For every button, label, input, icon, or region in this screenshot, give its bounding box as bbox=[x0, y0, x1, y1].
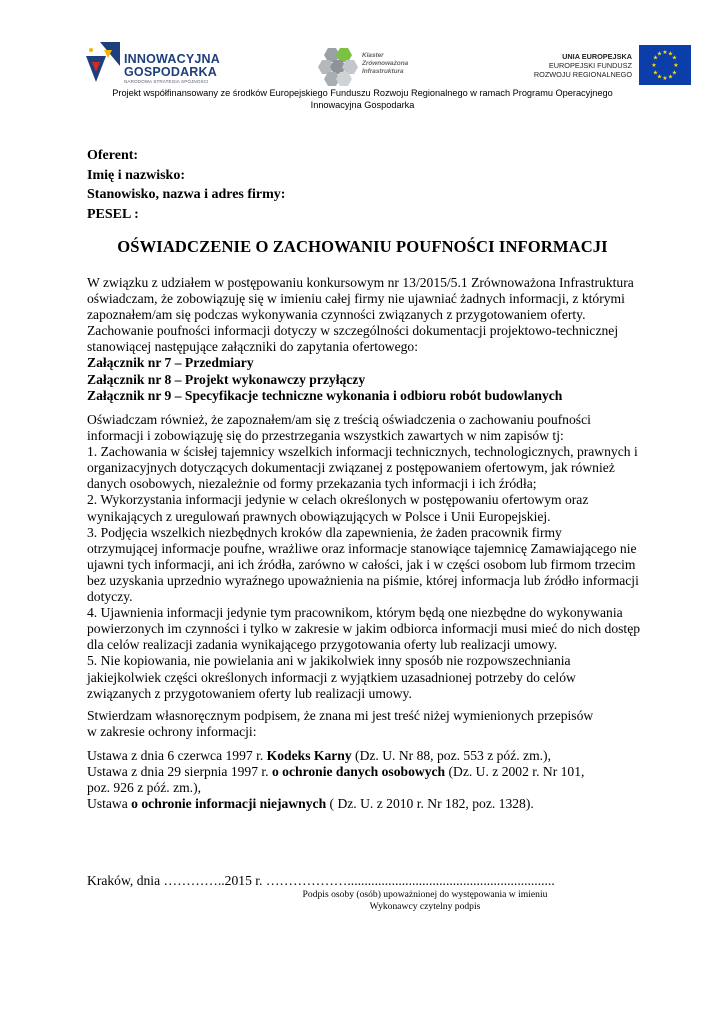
law-text: (Dz. U. z 2002 r. Nr 101, bbox=[445, 764, 585, 780]
obligations-line: otrzymującej informacje poufne, wrażliwe oraz informacje stanowiące tajemnicę Zamawiającego nie bbox=[87, 540, 637, 556]
field-pesel: PESEL : bbox=[87, 206, 139, 222]
svg-text:★: ★ bbox=[656, 50, 663, 58]
intro-paragraph bbox=[87, 275, 647, 404]
obligations-line: jakiejkolwiek części określonych informacji z wyjątkiem uzasadnionej potrzeby do celów bbox=[87, 669, 576, 685]
field-oferent: Oferent: bbox=[87, 148, 139, 163]
svg-text:★: ★ bbox=[662, 49, 668, 56]
obligations-line: danych osobowych, niezależnie od formy przekazania tych informacji i ich źródła; bbox=[87, 476, 537, 492]
logo-cluster-line2: Zrównoważona bbox=[362, 60, 409, 67]
svg-text:★: ★ bbox=[656, 73, 663, 81]
innowacyjna-gospodarka-mark-icon bbox=[86, 42, 120, 82]
logo-ig-line3: NARODOWA STRATEGIA SPÓJNOŚCI bbox=[124, 79, 209, 84]
obligations-line: dla celów realizacji zadania wynikającego przygotowania oferty lub realizacji umowy. bbox=[87, 637, 558, 653]
law-text: Ustawa z dnia 6 czerwca 1997 r. bbox=[87, 748, 267, 763]
logo-ig-line1: INNOWACYJNA bbox=[124, 52, 220, 66]
obligations-line: 1. Zachowania w ścisłej tajemnicy wszelkich informacji technicznych, technologicznych, prawnych i bbox=[87, 444, 638, 460]
svg-text:★: ★ bbox=[671, 54, 678, 62]
document-title: OŚWIADCZENIE O ZACHOWANIU POUFNOŚCI INFORMACJI bbox=[117, 237, 608, 256]
law-item-personal-data bbox=[87, 764, 647, 780]
law-text: ( Dz. U. z 2010 r. Nr 182, poz. 1328). bbox=[326, 796, 534, 812]
svg-text:★: ★ bbox=[671, 69, 678, 77]
law-text: Ustawa z dnia 29 sierpnia 1997 r. bbox=[87, 764, 272, 780]
intro-line: stanowiącej następujące załączniki do zapytania ofertowego: bbox=[87, 339, 419, 355]
signature-caption bbox=[300, 889, 550, 912]
eu-flag-icon bbox=[639, 45, 691, 85]
svg-text:★: ★ bbox=[667, 73, 674, 81]
law-item-criminal-code bbox=[87, 748, 647, 764]
logo-eu-line3: ROZWOJU REGIONALNEGO bbox=[533, 70, 632, 79]
intro-line: zapoznałem/am się podczas wykonywania czynności związanych z przygotowaniem oferty. bbox=[87, 307, 586, 323]
law-text: (Dz. U. Nr 88, poz. 553 z póź. zm.), bbox=[351, 748, 551, 763]
signature-caption-line1: Podpis osoby (osób) upoważnionej do występowania w imieniu bbox=[302, 889, 548, 900]
attachment-item: Załącznik nr 7 – Przedmiary bbox=[87, 355, 254, 371]
eu-fund-text-logo bbox=[532, 52, 632, 88]
svg-text:★: ★ bbox=[667, 50, 674, 58]
obligations-line: związanych z przygotowaniem oferty lub realizacji umowy. bbox=[87, 685, 412, 701]
obligations-line: 4. Ujawnienia informacji jedynie tym pracownikom, którym będą one niezbędne do wykonywania bbox=[87, 605, 623, 621]
logo-cluster-line3: Infrastruktura bbox=[362, 68, 404, 75]
date-signature-line: Kraków, dnia …………..2015 r. ………………............................................................. bbox=[87, 873, 555, 888]
logo-cluster-line1: Klaster bbox=[362, 52, 384, 59]
law-name: Kodeks Karny bbox=[266, 748, 352, 763]
cluster-logo bbox=[318, 44, 428, 88]
obligations-line: 3. Podjęcia wszelkich niezbędnych kroków dla zapewnienia, że żaden pracownik firmy bbox=[87, 524, 562, 540]
hexagon-cluster-icon bbox=[318, 46, 358, 86]
svg-text:★: ★ bbox=[673, 62, 679, 69]
field-name: Imię i nazwisko: bbox=[87, 167, 185, 183]
svg-text:★: ★ bbox=[651, 62, 657, 69]
law-item-classified-info bbox=[87, 796, 647, 812]
law-text: Ustawa bbox=[87, 796, 132, 812]
confirmation-line: Stwierdzam własnoręcznym podpisem, że znana mi jest treść niżej wymienionych przepisów bbox=[87, 708, 594, 723]
signature-caption-line2: Wykonawcy czytelny podpis bbox=[369, 900, 481, 912]
cofinancing-note bbox=[80, 88, 645, 111]
intro-line: W związku z udziałem w postępowaniu konkursowym nr 13/2015/5.1 Zrównoważona Infrastruktura bbox=[87, 275, 634, 290]
obligations-line: bez uzyskania uprzednio wyraźnego upoważnienia na piśmie, której informacja lub źródło informacji bbox=[87, 572, 639, 588]
logo-ig-line2: GOSPODARKA bbox=[124, 65, 217, 79]
confirmation-line: w zakresie ochrony informacji: bbox=[87, 724, 257, 740]
obligations-line: informacji i zobowiązuję się do przestrzegania wszystkich zawartych w nim zapisów tj: bbox=[87, 428, 564, 444]
svg-text:★: ★ bbox=[652, 69, 659, 77]
attachment-item: Załącznik nr 8 – Projekt wykonawczy przyłączy bbox=[87, 371, 366, 387]
law-name: o ochronie informacji niejawnych bbox=[131, 796, 327, 812]
law-item-personal-data-cont: poz. 926 z póź. zm.), bbox=[87, 780, 202, 796]
field-company: Stanowisko, nazwa i adres firmy: bbox=[87, 187, 286, 202]
obligations-line: dotyczy. bbox=[87, 589, 133, 605]
innowacyjna-gospodarka-logo bbox=[86, 42, 236, 88]
obligations-line: powierzonych im czynności i tylko w zakresie w jakim odbiorca informacji musi mieć do nich dostęp bbox=[87, 621, 641, 637]
obligations-line: wynikających z uregulowań prawnych obowiązujących w Polsce i Unii Europejskiej. bbox=[87, 508, 551, 524]
svg-text:★: ★ bbox=[652, 54, 659, 62]
obligations-line: 5. Nie kopiowania, nie powielania ani w jakikolwiek inny sposób nie rozpowszechniania bbox=[87, 653, 571, 669]
page-header bbox=[0, 0, 725, 110]
attachment-item: Załącznik nr 9 – Specyfikacje techniczne wykonania i odbioru robót budowlanych bbox=[87, 387, 563, 403]
cofinancing-note-line2: Innowacyjna Gospodarka bbox=[310, 99, 415, 110]
logo-eu-line2: EUROPEJSKI FUNDUSZ bbox=[548, 61, 632, 70]
obligations-paragraph bbox=[87, 412, 647, 702]
logo-eu-line1: UNIA EUROPEJSKA bbox=[562, 52, 632, 61]
bidder-fields bbox=[87, 146, 285, 224]
obligations-line: Oświadczam również, że zapoznałem/am się z treścią oświadczenia o zachowaniu poufności bbox=[87, 412, 591, 427]
confirmation-paragraph bbox=[87, 708, 647, 740]
intro-line: oświadczam, że zobowiązuję się w imieniu całej firmy nie ujawniać żadnych informacji, z którymi bbox=[87, 291, 625, 307]
intro-line: Zachowanie poufności informacji dotyczy w szczególności dokumentacji projektowo-technicznej bbox=[87, 323, 619, 339]
obligations-line: ujawni tych informacji, ani ich źródła, zarówno w całości, jak i w części osobom lub firmom trzecim bbox=[87, 556, 636, 572]
laws-list bbox=[87, 748, 647, 812]
obligations-line: organizacyjnych dotyczących dokumentacji związanej z postępowaniem ofertowym, jak również bbox=[87, 460, 615, 476]
cofinancing-note-line1: Projekt współfinansowany ze środków Europejskiego Funduszu Rozwoju Regionalnego w ramach Programu Operacyjnego bbox=[112, 88, 613, 98]
svg-text:★: ★ bbox=[662, 75, 668, 82]
law-name: o ochronie danych osobowych bbox=[271, 764, 446, 780]
obligations-line: 2. Wykorzystania informacji jedynie w celach określonych w postępowaniu ofertowym oraz bbox=[87, 492, 589, 508]
